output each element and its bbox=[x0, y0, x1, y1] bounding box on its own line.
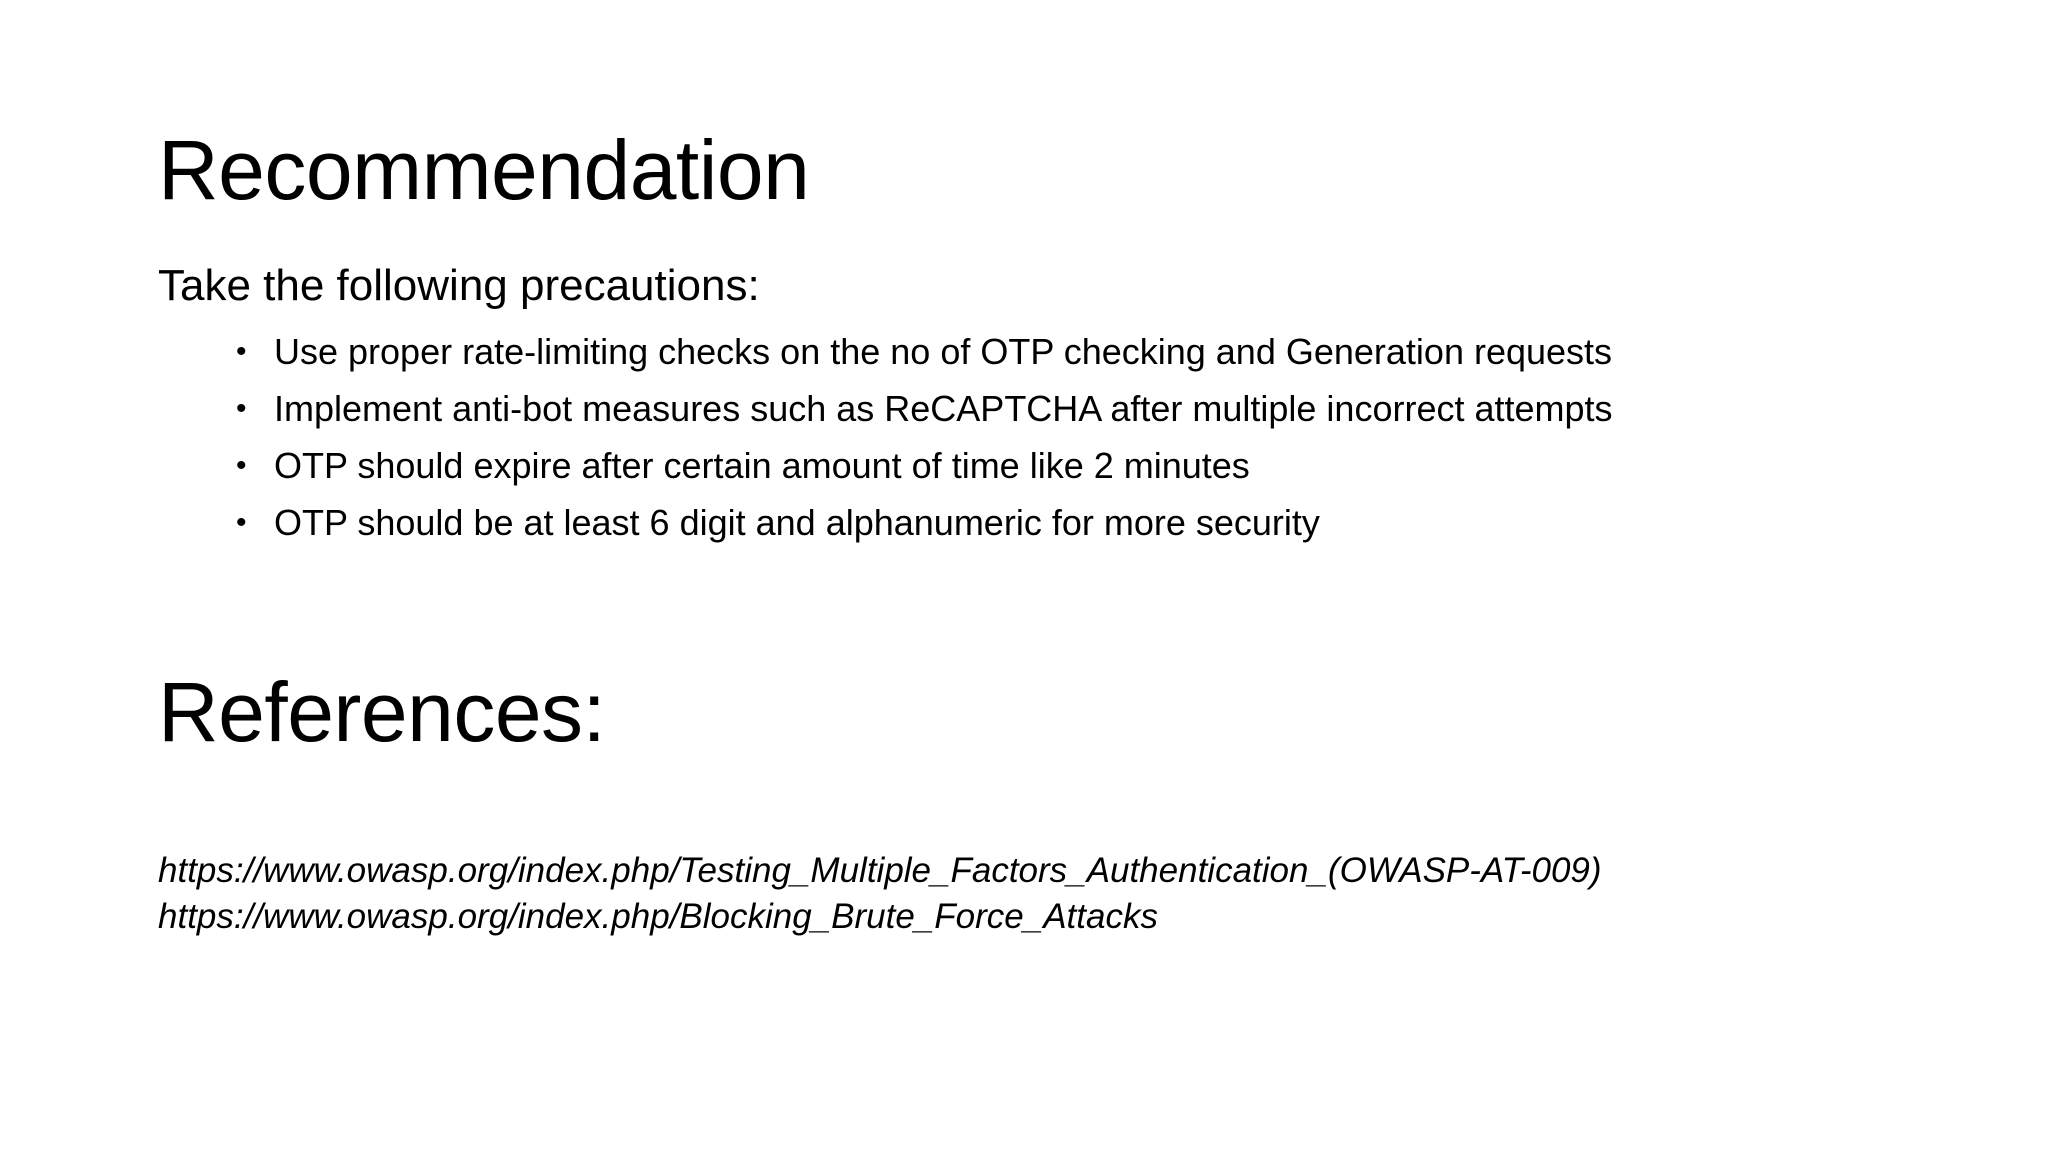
list-item bbox=[236, 444, 1613, 501]
list-item bbox=[236, 387, 1613, 444]
recommendation-heading: Recommendation bbox=[158, 123, 810, 217]
reference-link-owasp-mfa[interactable]: https://www.owasp.org/index.php/Testing_Multiple_Factors_Authentication_(OWASP-AT-009) bbox=[158, 851, 1602, 890]
precautions-intro: Take the following precautions: bbox=[158, 261, 760, 310]
list-item bbox=[236, 330, 1613, 387]
bullet-icon: • bbox=[236, 335, 247, 368]
list-item bbox=[236, 501, 1613, 558]
bullet-icon: • bbox=[236, 449, 247, 482]
list-item-text: OTP should be at least 6 digit and alphanumeric for more security bbox=[274, 502, 1320, 543]
bullet-icon: • bbox=[236, 506, 247, 539]
reference-link-owasp-brute-force[interactable]: https://www.owasp.org/index.php/Blocking_Brute_Force_Attacks bbox=[158, 897, 1158, 936]
precautions-list bbox=[236, 330, 1613, 558]
list-item-text: Use proper rate-limiting checks on the no of OTP checking and Generation requests bbox=[274, 331, 1613, 372]
references-heading: References: bbox=[158, 665, 606, 759]
list-item-text: OTP should expire after certain amount of time like 2 minutes bbox=[274, 445, 1250, 486]
bullet-icon: • bbox=[236, 392, 247, 425]
list-item-text: Implement anti-bot measures such as ReCAPTCHA after multiple incorrect attempts bbox=[274, 388, 1613, 429]
references-list bbox=[158, 848, 1602, 940]
